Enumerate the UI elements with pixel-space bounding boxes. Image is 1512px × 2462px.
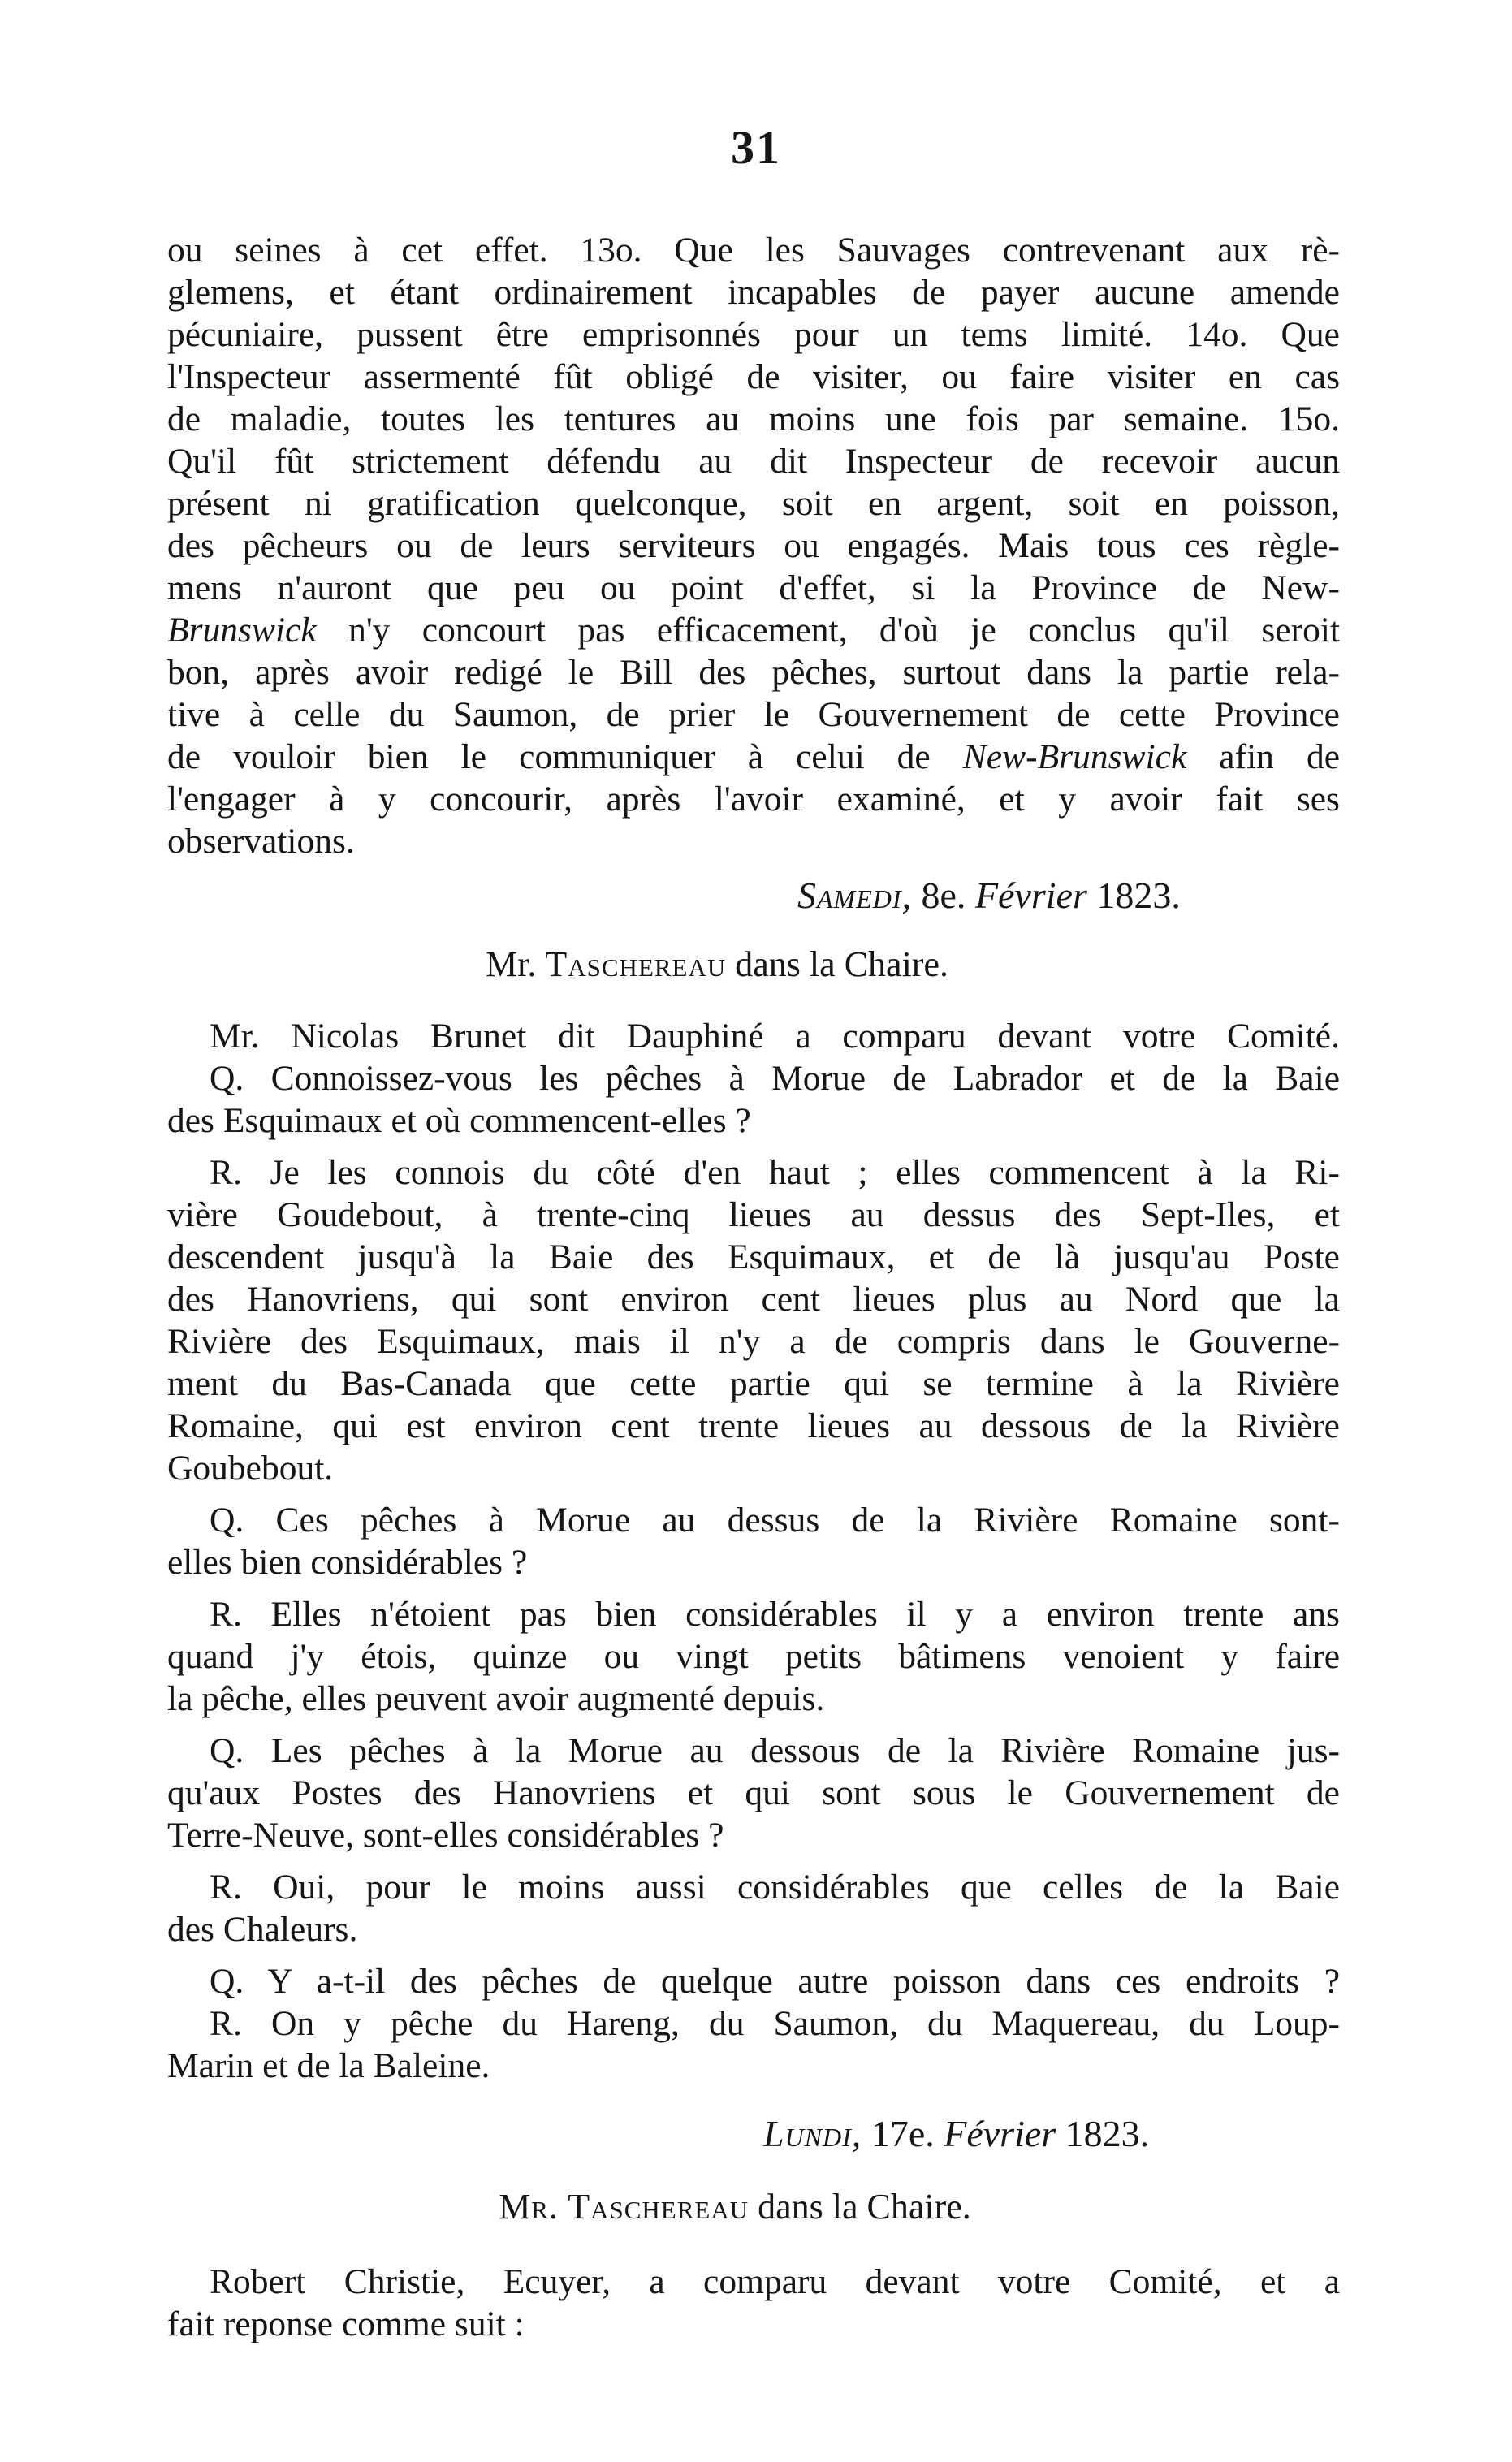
title-prefix: Mr. — [486, 944, 546, 984]
day-number: 8e. — [912, 875, 975, 916]
text-line: tive à celle du Saumon, de prier le Gouvernement de cette Province — [167, 695, 1340, 734]
text-segment: de vouloir bien le communiquer à celui de — [167, 737, 963, 776]
year: 1823. — [1056, 2113, 1150, 2154]
year: 1823. — [1086, 875, 1181, 916]
question-line: Q. Les pêches à la Morue au dessous de la Rivière Romaine jus- — [210, 1731, 1340, 1770]
text-line: quand j'y étois, quinze ou vingt petits bâtimens venoient y faire — [167, 1637, 1340, 1676]
text-line: Mr. Nicolas Brunet dit Dauphiné a comparu devant votre Comité. — [210, 1017, 1340, 1056]
session-date — [797, 873, 1181, 918]
text-line: elles bien considérables ? — [167, 1543, 528, 1582]
text-line: Terre-Neuve, sont-elles considérables ? — [167, 1816, 724, 1855]
text-line: des Esquimaux et où commencent-elles ? — [167, 1101, 751, 1140]
text-line — [167, 609, 1340, 651]
text-line: l'engager à y concourir, après l'avoir examiné, et y avoir fait ses — [167, 780, 1340, 819]
text-line: la pêche, elles peuvent avoir augmenté depuis. — [167, 1679, 825, 1718]
text-line: pécuniaire, pussent être emprisonnés pour un tems limité. 14o. Que — [167, 315, 1340, 354]
text-line: observations. — [167, 822, 355, 861]
question-line: Q. Y a-t-il des pêches de quelque autre poisson dans ces endroits ? — [210, 1962, 1340, 2001]
text-line: Qu'il fût strictement défendu au dit Inspecteur de recevoir aucun — [167, 442, 1340, 481]
answer-line: R. Elles n'étoient pas bien considérables il y a environ trente ans — [210, 1595, 1340, 1634]
weekday: Samedi, — [797, 875, 913, 916]
answer-line: R. Je les connois du côté d'en haut ; elles commencent à la Ri- — [210, 1153, 1340, 1192]
answer-line: R. Oui, pour le moins aussi considérables que celles de la Baie — [210, 1868, 1340, 1907]
chair-heading — [0, 942, 1473, 987]
question-line: Q. Ces pêches à Morue au dessus de la Rivière Romaine sont- — [210, 1501, 1340, 1540]
text-line: des Hanovriens, qui sont environ cent lieues plus au Nord que la — [167, 1280, 1340, 1319]
text-line: Goubebout. — [167, 1449, 334, 1488]
chair-heading — [0, 2184, 1491, 2230]
text-line: Rivière des Esquimaux, mais il n'y a de compris dans le Gouverne- — [167, 1322, 1340, 1361]
text-line — [167, 736, 1340, 778]
text-line: mens n'auront que peu ou point d'effet, si la Province de New- — [167, 568, 1340, 607]
text-segment: afin de — [1186, 737, 1341, 776]
chair-name: Taschereau — [545, 944, 727, 984]
answer-line: R. On y pêche du Hareng, du Saumon, du Maquereau, du Loup- — [210, 2004, 1340, 2043]
text-line: de maladie, toutes les tentures au moins une fois par semaine. 15o. — [167, 400, 1340, 438]
text-line: présent ni gratification quelconque, soit en argent, soit en poisson, — [167, 484, 1340, 523]
page-number: 31 — [731, 121, 781, 174]
chair-name: Taschereau — [568, 2187, 750, 2227]
text-line: l'Inspecteur assermenté fût obligé de visiter, ou faire visiter en cas — [167, 357, 1340, 396]
text-segment: n'y concourt pas efficacement, d'où je conclus qu'il seroit — [316, 611, 1340, 650]
text-line: qu'aux Postes des Hanovriens et qui sont sous le Gouvernement de — [167, 1773, 1340, 1812]
text-line: Robert Christie, Ecuyer, a comparu devant votre Comité, et a — [210, 2262, 1340, 2301]
day-number: 17e. — [862, 2113, 944, 2154]
text-line: descendent jusqu'à la Baie des Esquimaux, et de là jusqu'au Poste — [167, 1237, 1340, 1276]
session-date — [763, 2111, 1149, 2157]
question-line: Q. Connoissez-vous les pêches à Morue de Labrador et de la Baie — [210, 1059, 1340, 1098]
text-line: glemens, et étant ordinairement incapables de payer aucune amende — [167, 273, 1340, 312]
month: Février — [974, 875, 1087, 916]
text-line: ou seines à cet effet. 13o. Que les Sauvages contrevenant aux rè- — [167, 231, 1340, 270]
text-segment: dans la Chaire. — [749, 2187, 971, 2227]
text-line: vière Goudebout, à trente-cinq lieues au dessus des Sept-Iles, et — [167, 1195, 1340, 1234]
italic-place-name: New-Brunswick — [962, 737, 1187, 776]
weekday: Lundi, — [763, 2113, 862, 2154]
text-line: fait reponse comme suit : — [167, 2304, 525, 2343]
title-prefix: Mr. — [499, 2187, 568, 2227]
text-line: Marin et de la Baleine. — [167, 2046, 490, 2085]
italic-place-name: Brunswick — [167, 611, 317, 650]
text-line: Romaine, qui est environ cent trente lieues au dessous de la Rivière — [167, 1406, 1340, 1445]
text-line: des Chaleurs. — [167, 1910, 358, 1949]
text-line: bon, après avoir redigé le Bill des pêches, surtout dans la partie rela- — [167, 653, 1340, 692]
text-line: des pêcheurs ou de leurs serviteurs ou engagés. Mais tous ces règle- — [167, 526, 1340, 565]
text-line: ment du Bas-Canada que cette partie qui se termine à la Rivière — [167, 1364, 1340, 1403]
text-segment: dans la Chaire. — [726, 944, 948, 984]
month: Février — [944, 2113, 1056, 2154]
